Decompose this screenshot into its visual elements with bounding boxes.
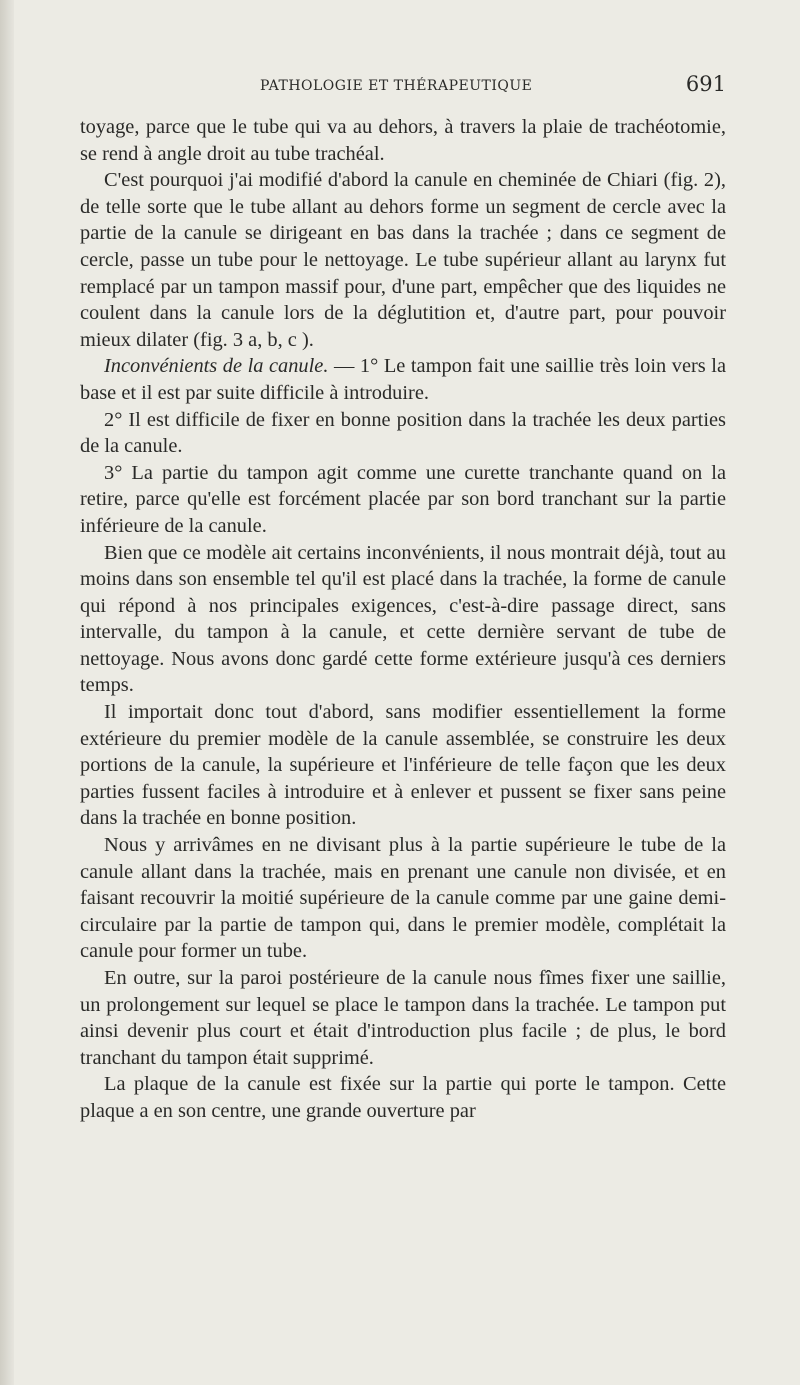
section-lead: Inconvénients de la canule. <box>104 355 329 378</box>
paragraph-7: Il importait donc tout d'abord, sans modifier essentiellement la forme extérieure du premier modèle de la canule assemblée, se construire les deux portions de la canule, la supérieure et l'inférieure de telle façon que les deux parties fussent faciles à introduire et à enlever et pussent se fixer sans peine dans la trachée en bonne position. <box>80 701 726 830</box>
paragraph-8: Nous y arrivâmes en ne divisant plus à la partie supérieure le tube de la canule allant dans la trachée, mais en prenant une canule non divisée, et en faisant recouvrir la moitié supérieure de la canule comme par une gaine demi-circulaire par la partie de tampon qui, dans le premier modèle, complétait la canule pour former un tube. <box>80 834 726 963</box>
paragraph-10: La plaque de la canule est fixée sur la partie qui porte le tampon. Cette plaque a en son centre, une grande ouverture par <box>80 1073 726 1122</box>
paragraph-3: Inconvénients de la canule. — 1° Le tampon fait une saillie très loin vers la base et il est par suite difficile à introduire. <box>80 355 726 404</box>
body-text <box>80 114 726 1125</box>
running-title: PATHOLOGIE ET THÉRAPEUTIQUE <box>260 78 533 94</box>
paragraph-4: 2° Il est difficile de fixer en bonne position dans la trachée les deux parties de la canule. <box>80 408 726 458</box>
page-number: 691 <box>685 72 726 96</box>
paragraph-5: 3° La partie du tampon agit comme une curette tranchante quand on la retire, parce qu'elle est forcément placée par son bord tranchant sur la partie inférieure de la canule. <box>80 461 726 537</box>
page-header <box>80 72 726 102</box>
paragraph-2: C'est pourquoi j'ai modifié d'abord la canule en cheminée de Chiari (fig. 2), de telle sorte que le tube allant au dehors forme un segment de cercle avec la partie de la canule se dirigeant en bas dans la trachée ; dans ce segment de cercle, passe un tube pour le nettoyage. Le tube supérieur allant au larynx fut remplacé par un tampon massif pour, d'une part, empêcher que des liquides ne coulent dans la canule lors de la déglutition et, d'autre part, pour pouvoir mieux dilater (fig. 3 a, b, c ). <box>80 169 726 351</box>
page-edge-shadow <box>0 0 14 1385</box>
paragraph-9: En outre, sur la paroi postérieure de la canule nous fîmes fixer une saillie, un prolongement sur lequel se place le tampon dans la trachée. Le tampon put ainsi devenir plus court et était d'introduction plus facile ; de plus, le bord tranchant du tampon était supprimé. <box>80 967 726 1069</box>
paragraph-6: Bien que ce modèle ait certains inconvénients, il nous montrait déjà, tout au moins dans son ensemble tel qu'il est placé dans la trachée, la forme de canule qui répond à nos principales exigences, c'est-à-dire passage direct, sans intervalle, du tampon à la canule, et cette dernière servant de tube de nettoyage. Nous avons donc gardé cette forme extérieure jusqu'à ces derniers temps. <box>80 541 726 697</box>
paragraph-1: toyage, parce que le tube qui va au dehors, à travers la plaie de trachéotomie, se rend à angle droit au tube trachéal. <box>80 116 726 165</box>
book-page <box>80 72 726 1125</box>
